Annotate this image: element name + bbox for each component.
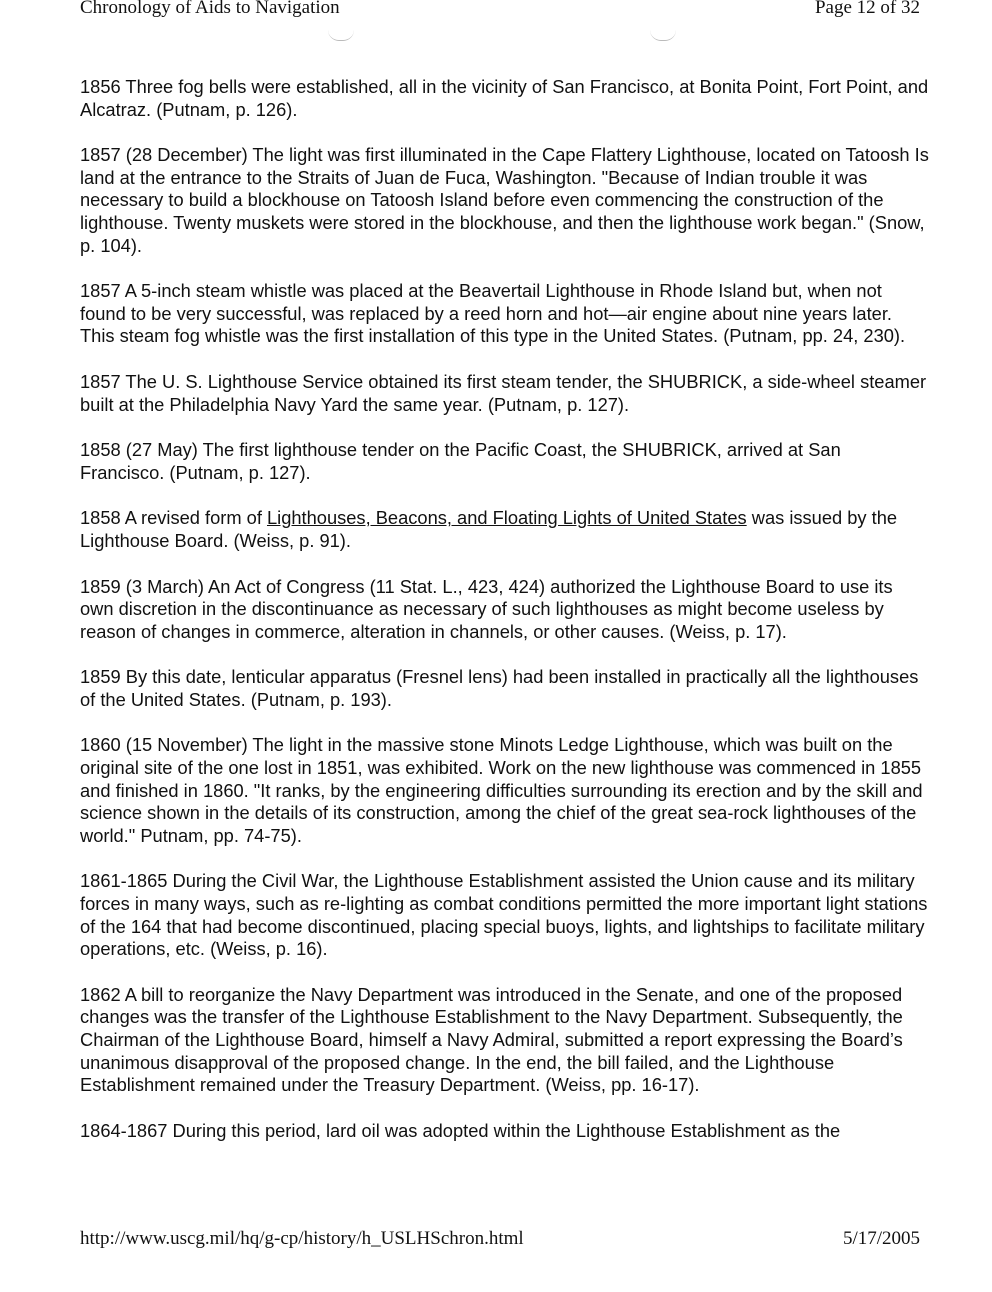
entry-1858-revised-form bbox=[80, 507, 930, 552]
chronology-body bbox=[80, 76, 930, 1165]
scan-artifact-left bbox=[328, 30, 354, 41]
page-number: Page 12 of 32 bbox=[814, 0, 920, 18]
document-title: Chronology of Aids to Navigation bbox=[80, 0, 340, 18]
entry-text-pre: 1858 A revised form of bbox=[80, 507, 267, 529]
entry-1862-navy-bill: 1862 A bill to reorganize the Navy Department was introduced in the Senate, and one of the proposed changes was the transfer of the Lighthouse Establishment to the Navy Department. Subsequently, the Chairman of the Lighthouse Board, himself a Navy Admiral, submitted a report expressing the Board’s unanimous disapproval of the proposed change. In the end, the bill failed, and the Lighthouse Establishment remained under the Treasury Department. (Weiss, pp. 16-17). bbox=[80, 983, 903, 1096]
scan-artifact-right bbox=[650, 30, 676, 41]
entry-1858-pacific-tender: 1858 (27 May) The first lighthouse tender on the Pacific Coast, the SHUBRICK, arrived at San Francisco. (Putnam, p. 127). bbox=[80, 439, 841, 483]
publication-title: Lighthouses, Beacons, and Floating Lights of United States bbox=[266, 507, 747, 529]
entry-1859-act-of-congress: 1859 (3 March) An Act of Congress (11 Stat. L., 423, 424) authorized the Lighthouse Board to use its own discretion in the discontinuance as necessary of such lighthouses as might become useless by reason of changes in commerce, alteration in channels, or other causes. (Weiss, p. 17). bbox=[80, 575, 893, 642]
entry-1860-minots-ledge: 1860 (15 November) The light in the massive stone Minots Ledge Lighthouse, which was built on the original site of the one lost in 1851, was exhibited. Work on the new lighthouse was commenced in 1855 and finished in 1860. "It ranks, by the engineering difficulties surrounding its erection and by the skill and science shown in the details of its construction, among the chief of the great sea-rock lighthouses of the world." Putnam, pp. 74-75). bbox=[80, 734, 923, 846]
entry-1857-steam-whistle: 1857 A 5-inch steam whistle was placed at the Beavertail Lighthouse in Rhode Island but, when not found to be very successful, was replaced by a reed horn and hot—air engine about nine years later. This steam fog whistle was the first installation of this type in the United States. (Putnam, pp. 24, 230). bbox=[80, 280, 906, 347]
entry-1864-lard-oil: 1864-1867 During this period, lard oil was adopted within the Lighthouse Establishment as the bbox=[80, 1119, 841, 1141]
entry-1859-fresnel-lens: 1859 By this date, lenticular apparatus (Fresnel lens) had been installed in practically all the lighthouses of the United States. (Putnam, p. 193). bbox=[80, 666, 919, 710]
entry-1856-fog-bells: 1856 Three fog bells were established, all in the vicinity of San Francisco, at Bonita Point, Fort Point, and Alcatraz. (Putnam, p. 126). bbox=[80, 76, 929, 120]
entry-1861-civil-war: 1861-1865 During the Civil War, the Lighthouse Establishment assisted the Union cause and its military forces in many ways, such as re-lighting as combat conditions permitted the more important light stations of the 164 that had become discontinued, placing special buoys, lights, and lightships to facilitate military operations, etc. (Weiss, p. 16). bbox=[80, 870, 928, 960]
entry-1857-cape-flattery: 1857 (28 December) The light was first illuminated in the Cape Flattery Lighthouse, located on Tatoosh Is land at the entrance to the Straits of Juan de Fuca, Washington. "Because of Indian trouble it was necessary to build a blockhouse on Tatoosh Island before even commencing the construction of the lighthouse. Twenty muskets were stored in the blockhouse, and then the lighthouse work began." (Snow, p. 104). bbox=[80, 144, 929, 256]
source-url: http://www.uscg.mil/hq/g-cp/history/h_USLHSchron.html bbox=[80, 1228, 524, 1249]
print-date: 5/17/2005 bbox=[842, 1228, 920, 1249]
entry-text-post: was issued by the Lighthouse Board. (Weiss, p. 91). bbox=[80, 507, 898, 551]
entry-1857-steam-tender: 1857 The U. S. Lighthouse Service obtained its first steam tender, the SHUBRICK, a side-wheel steamer built at the Philadelphia Navy Yard the same year. (Putnam, p. 127). bbox=[80, 370, 927, 415]
